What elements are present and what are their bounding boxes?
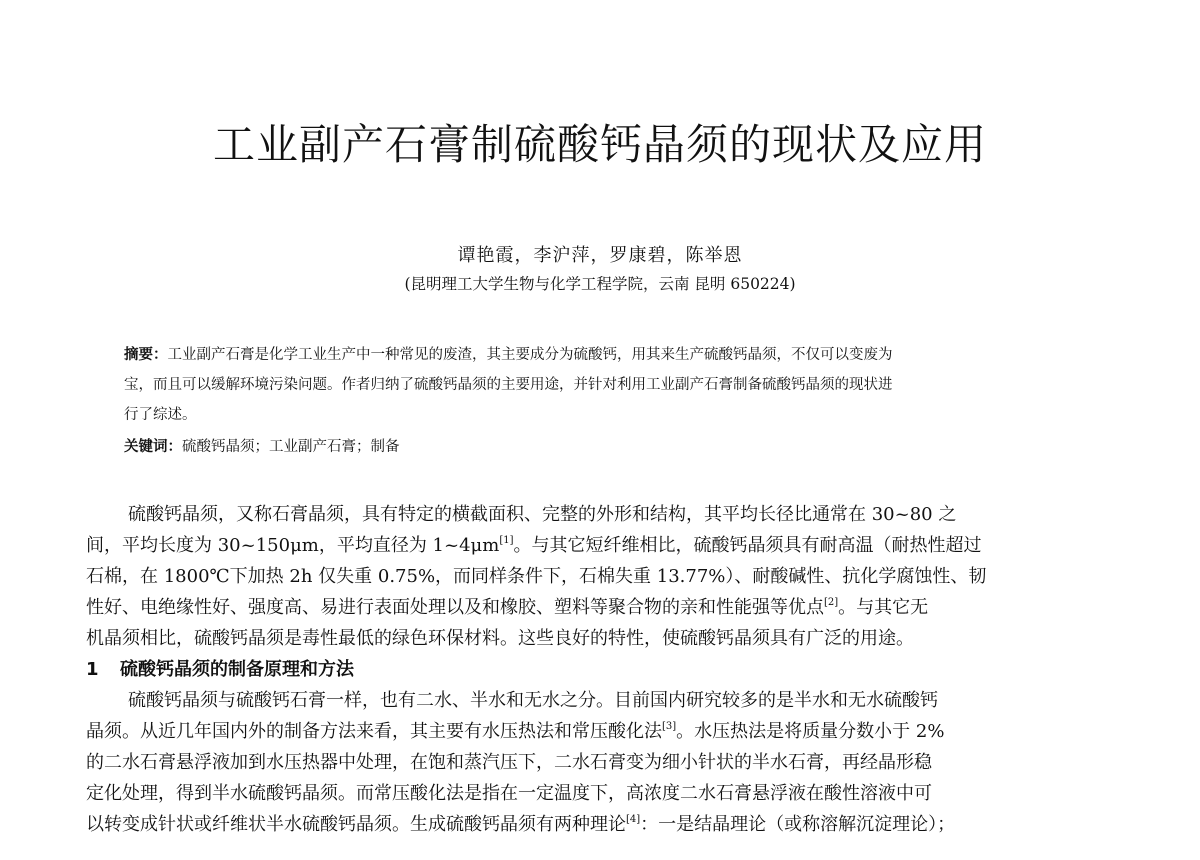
author-list: 谭艳霞，李沪萍，罗康碧，陈举恩: [457, 245, 743, 266]
text-run: 性好、电绝缘性好、强度高、易进行表面处理以及和橡胶、塑料等聚合物的亲和性能强等优点: [86, 597, 824, 618]
affiliation: (昆明理工大学生物与化学工程学院，云南 昆明 650224): [404, 275, 796, 293]
paragraph-line: 硫酸钙晶须与硫酸钙石膏一样，也有二水、半水和无水之分。目前国内研究较多的是半水和无水硫酸钙: [128, 690, 938, 711]
text-run: 。与其它无: [838, 597, 929, 618]
paper-title: 工业副产石膏制硫酸钙晶须的现状及应用: [212, 120, 987, 169]
keywords: [124, 435, 400, 456]
text-run: 晶须。从近几年国内外的制备方法来看，其主要有水压热法和常压酸化法: [86, 721, 662, 742]
abstract-line: [124, 340, 1120, 370]
paragraph-line: 硫酸钙晶须，又称石膏晶须，具有特定的横截面积、完整的外形和结构，其平均长径比通常在 30~80 之: [128, 504, 957, 525]
citation-ref: [1]: [499, 535, 514, 546]
paragraph-line: [86, 592, 1122, 623]
text-run: 以转变成针状或纤维状半水硫酸钙晶须。生成硫酸钙晶须有两种理论: [86, 814, 626, 835]
abstract-text: 工业副产石膏是化学工业生产中一种常见的废渣，其主要成分为硫酸钙，用其来生产硫酸钙晶须，不仅可以变废为: [167, 347, 893, 363]
text-run: 间，平均长度为 30~150μm，平均直径为 1~4μm: [86, 535, 500, 556]
paragraph-line: [86, 716, 1122, 747]
abstract-line: 行了综述。: [124, 407, 197, 423]
section-number: 1: [86, 659, 99, 680]
text-run: 。水压热法是将质量分数小于 2%: [676, 721, 945, 742]
body-text: [86, 499, 1122, 840]
abstract: [124, 340, 1120, 430]
paragraph-line: 机晶须相比，硫酸钙晶须是毒性最低的绿色环保材料。这些良好的特性，使硫酸钙晶须具有广泛的用途。: [86, 628, 914, 649]
abstract-line: 宝，而且可以缓解环境污染问题。作者归纳了硫酸钙晶须的主要用途，并针对利用工业副产石膏制备硫酸钙晶须的现状进: [124, 377, 893, 393]
text-run: ：一是结晶理论（或称溶解沉淀理论）；: [640, 814, 956, 835]
section-heading: [86, 654, 1122, 685]
paragraph-line: 的二水石膏悬浮液加到水压热器中处理，在饱和蒸汽压下，二水石膏变为细小针状的半水石膏，再经晶形稳: [86, 752, 932, 773]
keywords-text: 硫酸钙晶须；工业副产石膏；制备: [182, 439, 400, 455]
keywords-label: 关键词：: [124, 439, 182, 455]
paragraph-line: [86, 809, 1122, 840]
section-title: 硫酸钙晶须的制备原理和方法: [120, 659, 354, 680]
abstract-label: 摘要：: [124, 347, 168, 363]
citation-ref: [3]: [662, 721, 677, 732]
citation-ref: [4]: [626, 814, 641, 825]
citation-ref: [2]: [824, 597, 839, 608]
paragraph-line: [86, 530, 1122, 561]
text-run: 。与其它短纤维相比，硫酸钙晶须具有耐高温（耐热性超过: [513, 535, 982, 556]
paragraph-line: 石棉，在 1800℃下加热 2h 仅失重 0.75%，而同样条件下，石棉失重 13.77%）、耐酸碱性、抗化学腐蚀性、韧: [86, 566, 987, 587]
paragraph-line: 定化处理，得到半水硫酸钙晶须。而常压酸化法是指在一定温度下，高浓度二水石膏悬浮液在酸性溶液中可: [86, 783, 932, 804]
